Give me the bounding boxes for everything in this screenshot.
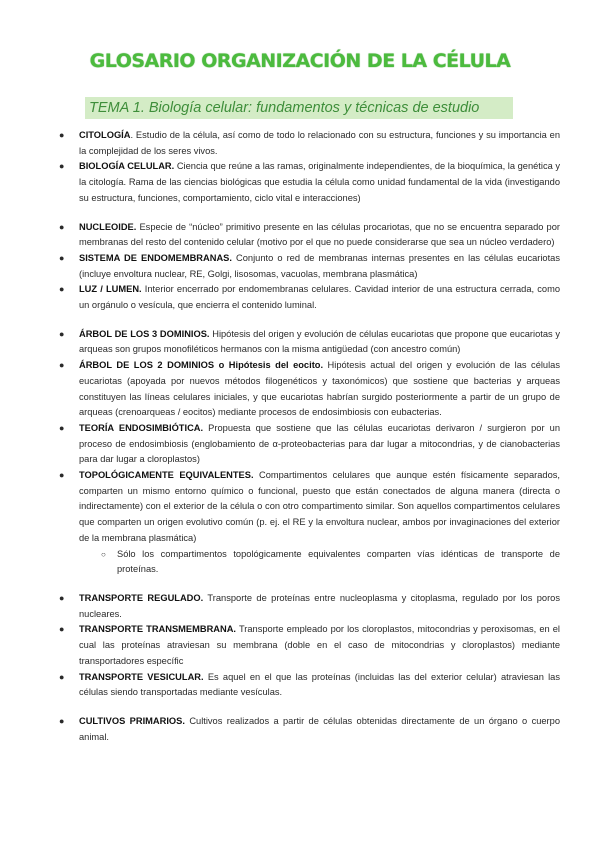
glossary-entry-transporte-regulado <box>55 591 560 622</box>
glossary-definition: Ciencia que reúne a las ramas, originalmente independientes, de la bioquímica, la genética y la citología. Rama de las ciencias biológicas que estudia la célula como unidad fundamental de la vida (investigando su estructura, funciones, comportamiento, ciclo vital e interacciones) <box>79 161 561 203</box>
glossary-entry-nucleoide <box>55 220 560 251</box>
glossary-term: CITOLOGÍA <box>79 130 131 140</box>
glossary-term: CULTIVOS PRIMARIOS. <box>79 715 185 726</box>
spacer <box>55 314 560 327</box>
glossary-definition: Interior encerrado por endomembranas celulares. Cavidad interior de una estructura cerrada, como un orgánulo o vesícula, que encierra el contenido luminal. <box>79 284 561 311</box>
glossary-entry-citologia <box>55 128 560 159</box>
bullet-icon: ● <box>59 422 65 433</box>
glossary-term: TRANSPORTE TRANSMEMBRANA. <box>79 624 237 635</box>
glossary-definition: Especie de “núcleo” primitivo presente en las células procariotas, que no se encuentra separado por membranas del resto del contenido celular (motivo por el que no puede considerarse que sea un núcleo verdadero) <box>79 221 560 248</box>
glossary-entry-luz-lumen <box>55 282 560 313</box>
glossary-entry-transporte-transmembrana <box>55 622 560 669</box>
glossary-term: NUCLEOIDE. <box>79 221 137 232</box>
document-title: GLOSARIO ORGANIZACIÓN DE LA CÉLULA <box>89 50 511 72</box>
glossary-definition: Propuesta que sostiene que las células eucariotas derivaron / surgieron por un proceso de endosimbiosis (englobamiento de α-proteobacterias para dar lugar a mitocondrias, y de cianobacterias para dar lugar a cloroplastos) <box>79 422 560 465</box>
glossary-list <box>55 128 560 745</box>
sub-note-text: Sólo los compartimentos topológicamente equivalentes comparten vías idénticas de transporte de proteínas. <box>117 548 560 575</box>
glossary-entry-topologicamente-equivalentes <box>55 468 560 547</box>
glossary-definition: Hipótesis actual del origen y evolución de las células eucariotas (apoyada por nuevos métodos filogenéticos y taxonómicos) que sostiene que bacterias y arqueas constituyen las líneas celulares iniciales, y que eucariotas habrían surgido posteriormente a partir de un grupo de arqueas (crenoarqueas / eocitos) mediante procesos de endosimbiosis con eubacterias. <box>79 360 560 418</box>
glossary-term: TEORÍA ENDOSIMBIÓTICA. <box>79 422 204 433</box>
glossary-entry-biologia-celular <box>55 159 560 206</box>
glossary-term: LUZ / LUMEN. <box>79 284 142 295</box>
glossary-term: BIOLOGÍA CELULAR. <box>79 161 175 172</box>
glossary-entry-transporte-vesicular <box>55 670 560 701</box>
bullet-icon: ● <box>59 252 65 263</box>
bullet-icon: ● <box>59 221 65 232</box>
topic-heading: TEMA 1. Biología celular: fundamentos y técnicas de estudio <box>85 97 513 119</box>
glossary-entry-endomembranas <box>55 251 560 282</box>
glossary-term: ÁRBOL DE LOS 2 DOMINIOS o Hipótesis del eocito. <box>79 360 324 371</box>
glossary-definition: Transporte de proteínas entre nucleoplasma y citoplasma, regulado por los poros nucleares. <box>79 592 560 619</box>
glossary-term: TOPOLÓGICAMENTE EQUIVALENTES. <box>79 470 254 481</box>
glossary-term: ÁRBOL DE LOS 3 DOMINIOS. <box>79 328 210 339</box>
glossary-entry-arbol-2-dominios <box>55 358 560 421</box>
glossary-definition: Es aquel en el que las proteínas (incluidas las del exterior celular) atraviesan las células siendo transportadas mediante vesículas. <box>79 671 560 698</box>
bullet-icon: ● <box>59 470 65 481</box>
spacer <box>55 701 560 714</box>
bullet-icon: ● <box>59 360 65 371</box>
glossary-definition: . Estudio de la célula, así como de todo lo relacionado con su estructura, funciones y su importancia en la complejidad de los seres vivos. <box>79 130 560 156</box>
glossary-definition: Transporte empleado por los cloroplastos, mitocondrias y peroxisomas, en el cual las proteínas atraviesan su membrana (doble en el caso de mitocondrias y cloroplastos) mediante transportadores específic <box>79 624 560 666</box>
bullet-icon: ● <box>59 284 65 295</box>
bullet-icon: ● <box>59 624 65 635</box>
glossary-sub-note <box>55 547 560 578</box>
bullet-icon: ● <box>59 130 65 140</box>
glossary-term: SISTEMA DE ENDOMEMBRANAS. <box>79 252 232 263</box>
glossary-entry-arbol-3-dominios <box>55 327 560 358</box>
glossary-term: TRANSPORTE VESICULAR. <box>79 671 204 682</box>
glossary-definition: Cultivos realizados a partir de células obtenidas directamente de un órgano o cuerpo animal. <box>79 715 560 742</box>
bullet-icon: ● <box>59 328 65 339</box>
glossary-entry-cultivos-primarios <box>55 714 560 745</box>
sub-bullet-icon: ○ <box>101 549 106 559</box>
glossary-definition: Conjunto o red de membranas internas presentes en las células eucariotas (incluye envoltura nuclear, RE, Golgi, lisosomas, vacuolas, membrana plasmática) <box>79 252 560 279</box>
bullet-icon: ● <box>59 671 65 682</box>
spacer <box>55 578 560 591</box>
bullet-icon: ● <box>59 161 65 172</box>
bullet-icon: ● <box>59 592 65 603</box>
glossary-term: TRANSPORTE REGULADO. <box>79 592 204 603</box>
spacer <box>55 207 560 220</box>
glossary-definition: Compartimentos celulares que aunque estén físicamente separados, comparten un mismo entorno químico o funcional, puesto que están conectados de alguna manera (directa o indirectamente) con el exterior de la célula o con otro compartimento similar. Son aquellos compartimentos celulares que comparten un origen evolutivo común (p. ej. el RE y la envoltura nuclear, ambos por invaginaciones del exterior de la membrana plasmática) <box>79 470 560 543</box>
bullet-icon: ● <box>59 715 65 726</box>
glossary-entry-teoria-endosimbiotica <box>55 421 560 468</box>
glossary-definition: Hipótesis del origen y evolución de células eucariotas que propone que eucariotas y arqueas son grupos monofiléticos hermanos con la misma antigüedad (con ancestro común) <box>79 328 561 355</box>
